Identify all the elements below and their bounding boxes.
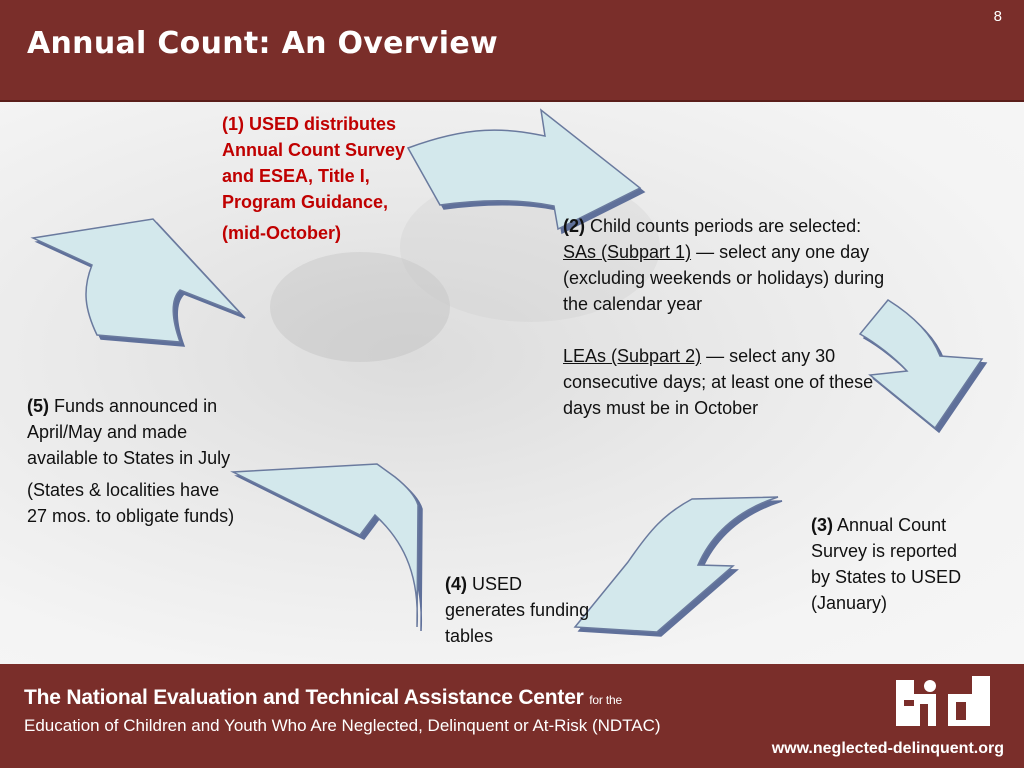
footer-bar [0,664,1024,768]
step5-note: (States & localities have 27 mos. to obligate funds) [27,480,235,526]
leas-subpart2-label: LEAs (Subpart 2) [563,346,702,366]
curved-arrow-step4-to-5-icon [233,464,418,627]
step3-description: Annual Count Survey is reported by States to USED (January) [811,515,962,613]
step4-number: (4) [445,574,467,594]
step1-text [222,111,422,246]
sas-subpart1-label: SAs (Subpart 1) [563,242,692,262]
footer-org-title: The National Evaluation and Technical Assistance Center [24,686,584,709]
page-title: Annual Count: An Overview [27,26,499,61]
step1-description: (1) USED distributes Annual Count Survey and ESEA, Title I, Program Guidance, [222,114,406,212]
footer-org-name [24,686,622,710]
curved-arrow-step5-to-1-icon [33,219,241,342]
leas-subpart2-text: — select any 30 consecutive days; at least one of these days must be in October [563,346,874,418]
sas-subpart1-text: — select any one day (excluding weekends or holidays) during the calendar year [563,242,885,314]
step2-text [563,213,893,421]
page-number: 8 [993,8,1002,25]
curved-arrow-step3-to-4-icon [575,497,778,632]
curved-arrow-step1-to-2-icon [408,110,640,229]
footer-for-the: for the [589,693,622,707]
step3-number: (3) [811,515,833,535]
step2-number: (2) [563,216,585,236]
step5-text [27,393,237,529]
step1-timing: (mid-October) [222,223,341,243]
step5-description: Funds announced in April/May and made available to States in July [27,396,231,468]
step4-text [445,571,595,649]
step3-text [811,512,981,616]
footer-url[interactable]: www.neglected-delinquent.org [771,740,1004,757]
nd-logo-icon [890,674,1010,738]
footer-subtitle: Education of Children and Youth Who Are Neglected, Delinquent or At-Risk (NDTAC) [24,716,661,735]
step4-description: USED generates funding tables [445,574,590,646]
step2-intro: Child counts periods are selected: [590,216,862,236]
step5-number: (5) [27,396,49,416]
